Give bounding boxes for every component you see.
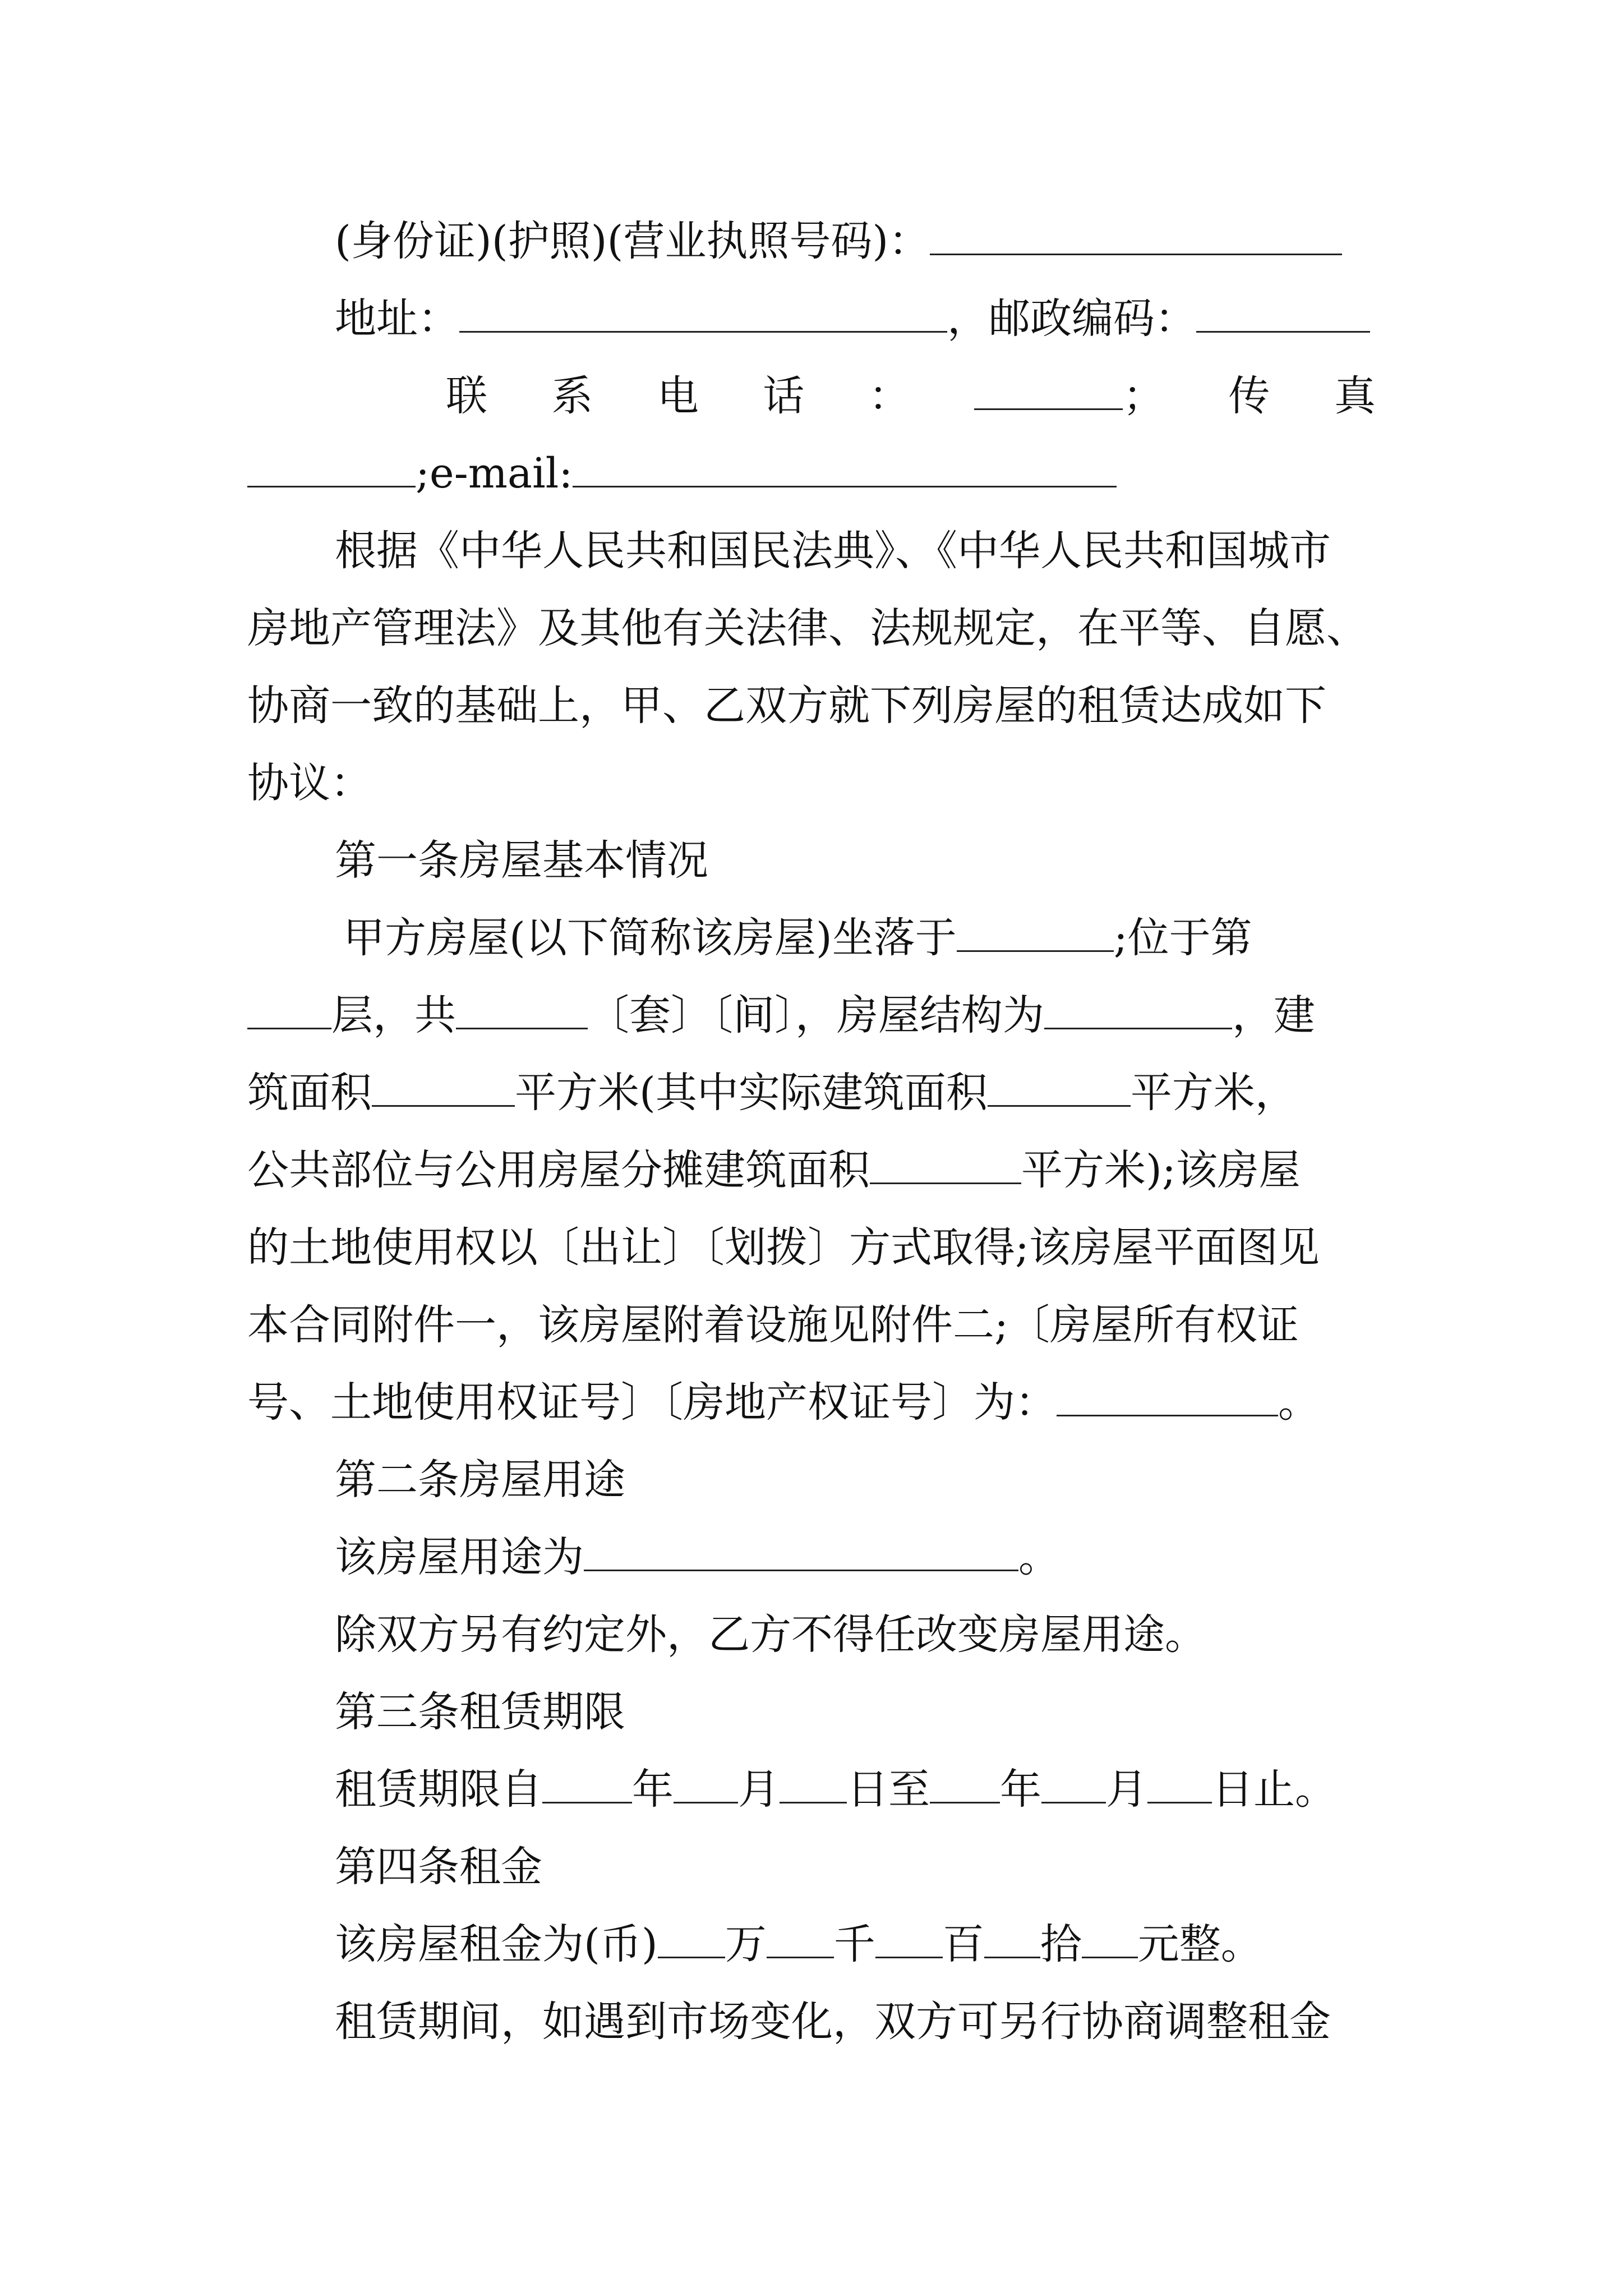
- sqm-label: 平方米，: [1130, 1069, 1297, 1117]
- bai-label: 百: [942, 1920, 984, 1968]
- fax-email-line: [247, 434, 1376, 513]
- certificate-label: 号、土地使用权证号〕〔房地产权证号〕为：: [247, 1378, 1057, 1427]
- shared-area-label: 公共部位与公用房屋分摊建筑面积: [247, 1146, 870, 1194]
- actual-area-label: 平方米(其中实际建筑面积: [515, 1069, 988, 1117]
- location-label: 甲方房屋(以下简称该房屋)坐落于: [343, 914, 957, 962]
- units-blank: [456, 981, 588, 1029]
- area-blank: [372, 1058, 515, 1107]
- certificate-blank: [1057, 1368, 1278, 1416]
- phone-separator: ；: [1123, 372, 1165, 420]
- article-4-line-2: 租赁期间，如遇到市场变化，双方可另行协商调整租金: [335, 1998, 1331, 2046]
- article-1-line-3: [247, 1053, 1376, 1132]
- article-1-line-4: [247, 1131, 1376, 1209]
- ten-blank: [984, 1910, 1040, 1958]
- wan-label: 万: [725, 1920, 767, 1968]
- article-4-heading: 第四条租金: [335, 1843, 542, 1891]
- address-label: 地址：: [335, 295, 459, 343]
- end-day-blank: [1147, 1755, 1212, 1803]
- phone-fax-line: [446, 357, 1376, 435]
- structure-label: 〔套〕〔间〕，房屋结构为: [588, 991, 1044, 1039]
- qian-label: 千: [833, 1920, 875, 1968]
- fax-char: 真: [1334, 372, 1376, 420]
- end-year-blank: [930, 1755, 1000, 1803]
- term-label: 租赁期限自: [335, 1765, 542, 1814]
- article-2-line-2: 除双方另有约定外，乙方不得任改变房屋用途。: [335, 1611, 1206, 1659]
- thousand-blank: [767, 1910, 834, 1958]
- article-4-line-1: [335, 1905, 1376, 1984]
- actual-area-blank: [988, 1058, 1131, 1107]
- article-1-line-5: 的土地使用权以〔出让〕〔划拨〕方式取得;该房屋平面图见: [247, 1223, 1320, 1272]
- article-1-line-7: [247, 1363, 1376, 1442]
- article-2-heading: 第二条房屋用途: [335, 1456, 625, 1504]
- period: 。: [1018, 1533, 1060, 1581]
- id-number-blank: [930, 206, 1342, 255]
- address-line: [335, 279, 1463, 358]
- year-label: 年: [1000, 1765, 1041, 1814]
- phone-blank: [974, 361, 1123, 410]
- email-label: ;e-mail:: [416, 449, 573, 498]
- id-number-label: (身份证)(护照)(营业执照号码)：: [335, 217, 930, 265]
- id-number-line: [335, 202, 1463, 280]
- building-label: ，建: [1232, 991, 1315, 1039]
- article-2-line-1: [335, 1518, 1376, 1596]
- phone-colon: ：: [868, 372, 910, 420]
- rent-label: 该房屋租金为(币): [335, 1920, 658, 1968]
- floor-label: ;位于第: [1113, 914, 1252, 962]
- postcode-label: ，邮政编码：: [947, 295, 1196, 343]
- address-blank: [459, 284, 947, 333]
- structure-blank: [1044, 981, 1232, 1029]
- floor-blank: [247, 981, 331, 1029]
- fax-char: 传: [1228, 372, 1270, 420]
- end-month-blank: [1041, 1755, 1106, 1803]
- usage-label: 该房屋用途为: [335, 1533, 584, 1581]
- hundred-blank: [875, 1910, 943, 1958]
- shared-area-blank: [870, 1135, 1021, 1184]
- phone-char: 话: [763, 372, 805, 420]
- shi-label: 拾: [1040, 1920, 1082, 1968]
- phone-char: 系: [551, 372, 593, 420]
- day-to-label: 日至: [847, 1765, 930, 1814]
- article-3-line-1: [335, 1750, 1376, 1829]
- location-blank: [957, 903, 1114, 952]
- article-1-line-1: [343, 899, 1376, 977]
- preamble-line-1: 根据《中华人民共和国民法典》、《中华人民共和国城市: [335, 527, 1331, 575]
- units-label: 层，共: [331, 991, 456, 1039]
- article-3-heading: 第三条租赁期限: [335, 1688, 625, 1736]
- area-label: 筑面积: [247, 1069, 372, 1117]
- preamble-line-2: 房地产管理法》及其他有关法律、法规规定，在平等、自愿、: [247, 604, 1368, 652]
- fax-blank: [247, 439, 416, 487]
- email-blank: [573, 439, 1117, 487]
- year-label: 年: [632, 1765, 674, 1814]
- yuan-blank: [1082, 1910, 1138, 1958]
- period: 。: [1278, 1378, 1320, 1427]
- article-1-heading: 第一条房屋基本情况: [335, 836, 708, 885]
- shared-area-unit: 平方米);该房屋: [1021, 1146, 1301, 1194]
- article-1-line-6: 本合同附件一，该房屋附着设施见附件二;〔房屋所有权证: [247, 1301, 1299, 1349]
- preamble-line-3: 协商一致的基础上，甲、乙双方就下列房屋的租赁达成如下: [247, 682, 1326, 730]
- start-year-blank: [542, 1755, 632, 1803]
- usage-blank: [584, 1522, 1018, 1571]
- day-end-label: 日止。: [1212, 1765, 1336, 1814]
- phone-char: 电: [657, 372, 699, 420]
- phone-char: 联: [446, 372, 487, 420]
- start-month-blank: [674, 1755, 738, 1803]
- month-label: 月: [738, 1765, 780, 1814]
- yuan-label: 元整。: [1137, 1920, 1262, 1968]
- preamble-line-4: 协议：: [247, 759, 372, 807]
- month-label: 月: [1106, 1765, 1147, 1814]
- ten-thousand-blank: [658, 1910, 725, 1958]
- start-day-blank: [780, 1755, 847, 1803]
- article-1-line-2: [247, 976, 1376, 1055]
- postcode-blank: [1196, 284, 1370, 333]
